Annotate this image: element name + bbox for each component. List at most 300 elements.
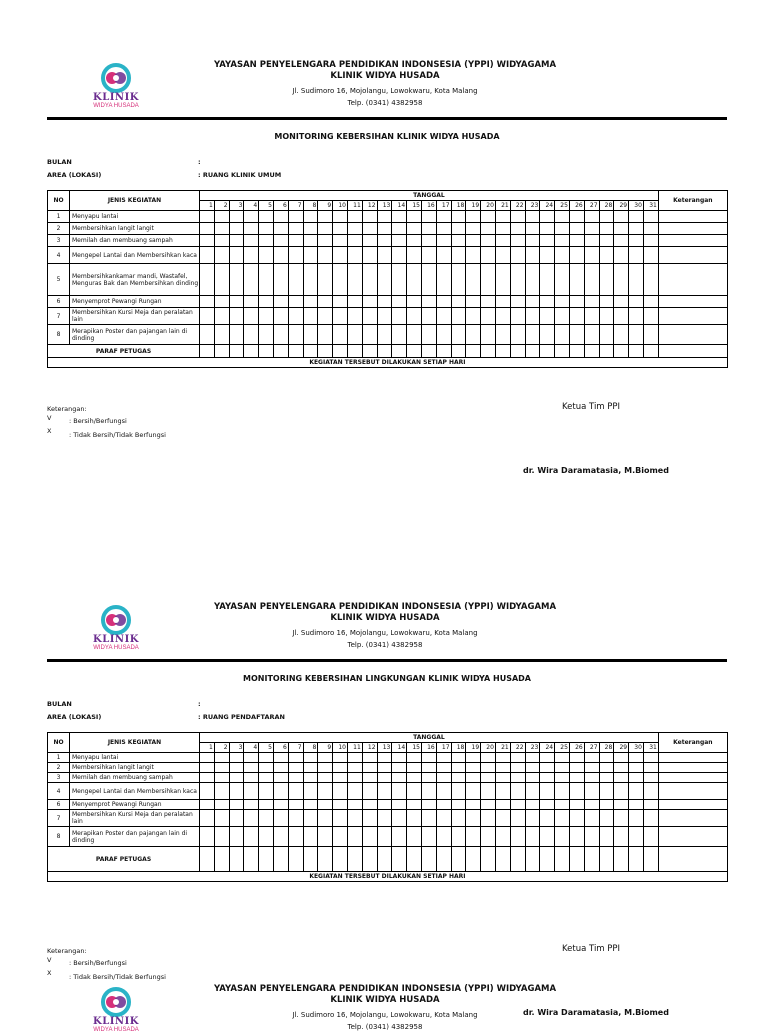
check-cell[interactable] [451, 773, 466, 783]
check-cell[interactable] [629, 827, 644, 847]
check-cell[interactable] [495, 264, 510, 296]
check-cell[interactable] [377, 247, 392, 264]
check-cell[interactable] [200, 763, 215, 773]
check-cell[interactable] [495, 800, 510, 810]
check-cell[interactable] [407, 235, 422, 247]
check-cell[interactable] [525, 783, 540, 800]
check-cell[interactable] [569, 235, 584, 247]
paraf-cell[interactable] [377, 345, 392, 358]
paraf-cell[interactable] [629, 345, 644, 358]
check-cell[interactable] [584, 296, 599, 308]
check-cell[interactable] [347, 235, 362, 247]
check-cell[interactable] [643, 325, 658, 345]
paraf-cell[interactable] [421, 847, 436, 872]
check-cell[interactable] [362, 308, 377, 325]
check-cell[interactable] [599, 235, 614, 247]
check-cell[interactable] [495, 783, 510, 800]
check-cell[interactable] [643, 763, 658, 773]
check-cell[interactable] [392, 296, 407, 308]
check-cell[interactable] [200, 325, 215, 345]
check-cell[interactable] [584, 308, 599, 325]
check-cell[interactable] [629, 308, 644, 325]
check-cell[interactable] [392, 763, 407, 773]
check-cell[interactable] [584, 773, 599, 783]
check-cell[interactable] [229, 763, 244, 773]
check-cell[interactable] [214, 763, 229, 773]
check-cell[interactable] [525, 296, 540, 308]
check-cell[interactable] [214, 800, 229, 810]
check-cell[interactable] [229, 827, 244, 847]
check-cell[interactable] [510, 211, 525, 223]
check-cell[interactable] [584, 223, 599, 235]
check-cell[interactable] [525, 247, 540, 264]
check-cell[interactable] [525, 264, 540, 296]
paraf-cell[interactable] [451, 345, 466, 358]
check-cell[interactable] [525, 773, 540, 783]
check-cell[interactable] [273, 296, 288, 308]
paraf-cell[interactable] [599, 345, 614, 358]
keterangan-cell[interactable] [658, 247, 727, 264]
check-cell[interactable] [244, 235, 259, 247]
paraf-cell[interactable] [244, 847, 259, 872]
paraf-cell[interactable] [407, 847, 422, 872]
paraf-cell[interactable] [244, 345, 259, 358]
check-cell[interactable] [643, 827, 658, 847]
check-cell[interactable] [377, 264, 392, 296]
check-cell[interactable] [200, 773, 215, 783]
check-cell[interactable] [629, 211, 644, 223]
check-cell[interactable] [555, 763, 570, 773]
check-cell[interactable] [200, 308, 215, 325]
check-cell[interactable] [214, 308, 229, 325]
paraf-cell[interactable] [466, 345, 481, 358]
check-cell[interactable] [259, 810, 274, 827]
check-cell[interactable] [481, 296, 496, 308]
paraf-cell[interactable] [495, 847, 510, 872]
check-cell[interactable] [303, 773, 318, 783]
check-cell[interactable] [481, 783, 496, 800]
check-cell[interactable] [377, 235, 392, 247]
check-cell[interactable] [303, 211, 318, 223]
check-cell[interactable] [614, 325, 629, 345]
check-cell[interactable] [555, 325, 570, 345]
paraf-cell[interactable] [614, 847, 629, 872]
check-cell[interactable] [599, 800, 614, 810]
check-cell[interactable] [273, 247, 288, 264]
check-cell[interactable] [451, 296, 466, 308]
check-cell[interactable] [244, 296, 259, 308]
check-cell[interactable] [288, 235, 303, 247]
check-cell[interactable] [555, 783, 570, 800]
check-cell[interactable] [347, 247, 362, 264]
check-cell[interactable] [333, 223, 348, 235]
check-cell[interactable] [614, 827, 629, 847]
check-cell[interactable] [436, 235, 451, 247]
check-cell[interactable] [525, 211, 540, 223]
check-cell[interactable] [643, 800, 658, 810]
paraf-cell[interactable] [392, 345, 407, 358]
check-cell[interactable] [244, 763, 259, 773]
check-cell[interactable] [421, 296, 436, 308]
check-cell[interactable] [288, 773, 303, 783]
paraf-cell[interactable] [421, 345, 436, 358]
check-cell[interactable] [614, 800, 629, 810]
check-cell[interactable] [614, 211, 629, 223]
check-cell[interactable] [318, 247, 333, 264]
check-cell[interactable] [333, 827, 348, 847]
check-cell[interactable] [303, 810, 318, 827]
check-cell[interactable] [451, 810, 466, 827]
check-cell[interactable] [495, 763, 510, 773]
check-cell[interactable] [259, 753, 274, 763]
check-cell[interactable] [347, 211, 362, 223]
check-cell[interactable] [436, 264, 451, 296]
check-cell[interactable] [333, 783, 348, 800]
check-cell[interactable] [392, 325, 407, 345]
check-cell[interactable] [377, 763, 392, 773]
check-cell[interactable] [273, 325, 288, 345]
check-cell[interactable] [333, 753, 348, 763]
check-cell[interactable] [273, 264, 288, 296]
paraf-cell[interactable] [525, 345, 540, 358]
paraf-cell[interactable] [214, 847, 229, 872]
check-cell[interactable] [569, 827, 584, 847]
check-cell[interactable] [288, 264, 303, 296]
check-cell[interactable] [599, 827, 614, 847]
check-cell[interactable] [495, 810, 510, 827]
check-cell[interactable] [333, 235, 348, 247]
check-cell[interactable] [569, 308, 584, 325]
check-cell[interactable] [318, 783, 333, 800]
check-cell[interactable] [273, 773, 288, 783]
check-cell[interactable] [273, 827, 288, 847]
check-cell[interactable] [466, 235, 481, 247]
check-cell[interactable] [495, 235, 510, 247]
check-cell[interactable] [436, 211, 451, 223]
check-cell[interactable] [347, 810, 362, 827]
check-cell[interactable] [362, 827, 377, 847]
paraf-cell[interactable] [599, 847, 614, 872]
check-cell[interactable] [451, 235, 466, 247]
check-cell[interactable] [495, 773, 510, 783]
check-cell[interactable] [303, 235, 318, 247]
check-cell[interactable] [407, 800, 422, 810]
check-cell[interactable] [200, 296, 215, 308]
check-cell[interactable] [407, 827, 422, 847]
check-cell[interactable] [303, 247, 318, 264]
check-cell[interactable] [273, 211, 288, 223]
check-cell[interactable] [392, 211, 407, 223]
paraf-cell[interactable] [318, 345, 333, 358]
check-cell[interactable] [525, 810, 540, 827]
check-cell[interactable] [421, 223, 436, 235]
check-cell[interactable] [436, 763, 451, 773]
check-cell[interactable] [377, 783, 392, 800]
check-cell[interactable] [466, 800, 481, 810]
keterangan-cell[interactable] [658, 308, 727, 325]
check-cell[interactable] [569, 264, 584, 296]
check-cell[interactable] [407, 773, 422, 783]
check-cell[interactable] [288, 753, 303, 763]
check-cell[interactable] [643, 264, 658, 296]
paraf-cell[interactable] [466, 847, 481, 872]
paraf-cell[interactable] [229, 847, 244, 872]
check-cell[interactable] [273, 763, 288, 773]
check-cell[interactable] [555, 308, 570, 325]
check-cell[interactable] [569, 800, 584, 810]
paraf-cell[interactable] [555, 345, 570, 358]
paraf-cell[interactable] [569, 345, 584, 358]
check-cell[interactable] [466, 223, 481, 235]
check-cell[interactable] [288, 211, 303, 223]
check-cell[interactable] [584, 264, 599, 296]
check-cell[interactable] [466, 810, 481, 827]
check-cell[interactable] [407, 810, 422, 827]
check-cell[interactable] [436, 753, 451, 763]
check-cell[interactable] [569, 810, 584, 827]
check-cell[interactable] [599, 325, 614, 345]
check-cell[interactable] [362, 247, 377, 264]
check-cell[interactable] [421, 211, 436, 223]
check-cell[interactable] [392, 810, 407, 827]
check-cell[interactable] [584, 753, 599, 763]
check-cell[interactable] [259, 296, 274, 308]
check-cell[interactable] [525, 753, 540, 763]
paraf-cell[interactable] [273, 847, 288, 872]
check-cell[interactable] [347, 308, 362, 325]
check-cell[interactable] [214, 810, 229, 827]
check-cell[interactable] [614, 264, 629, 296]
check-cell[interactable] [392, 753, 407, 763]
check-cell[interactable] [525, 325, 540, 345]
check-cell[interactable] [392, 223, 407, 235]
paraf-cell[interactable] [377, 847, 392, 872]
paraf-cell[interactable] [333, 847, 348, 872]
check-cell[interactable] [347, 753, 362, 763]
check-cell[interactable] [525, 800, 540, 810]
paraf-cell[interactable] [481, 345, 496, 358]
check-cell[interactable] [200, 800, 215, 810]
check-cell[interactable] [584, 325, 599, 345]
paraf-cell[interactable] [495, 345, 510, 358]
check-cell[interactable] [362, 223, 377, 235]
check-cell[interactable] [303, 223, 318, 235]
check-cell[interactable] [288, 296, 303, 308]
check-cell[interactable] [214, 211, 229, 223]
check-cell[interactable] [318, 773, 333, 783]
check-cell[interactable] [318, 223, 333, 235]
check-cell[interactable] [392, 308, 407, 325]
check-cell[interactable] [525, 235, 540, 247]
check-cell[interactable] [451, 264, 466, 296]
check-cell[interactable] [200, 827, 215, 847]
paraf-keterangan-cell[interactable] [658, 847, 727, 872]
check-cell[interactable] [333, 773, 348, 783]
check-cell[interactable] [540, 810, 555, 827]
check-cell[interactable] [244, 773, 259, 783]
check-cell[interactable] [540, 247, 555, 264]
check-cell[interactable] [377, 296, 392, 308]
check-cell[interactable] [318, 235, 333, 247]
check-cell[interactable] [466, 827, 481, 847]
check-cell[interactable] [540, 296, 555, 308]
check-cell[interactable] [643, 783, 658, 800]
check-cell[interactable] [584, 235, 599, 247]
check-cell[interactable] [347, 296, 362, 308]
check-cell[interactable] [333, 211, 348, 223]
check-cell[interactable] [436, 308, 451, 325]
check-cell[interactable] [392, 247, 407, 264]
paraf-cell[interactable] [288, 345, 303, 358]
check-cell[interactable] [288, 763, 303, 773]
check-cell[interactable] [451, 308, 466, 325]
check-cell[interactable] [214, 783, 229, 800]
check-cell[interactable] [436, 800, 451, 810]
check-cell[interactable] [244, 753, 259, 763]
check-cell[interactable] [288, 223, 303, 235]
check-cell[interactable] [244, 827, 259, 847]
check-cell[interactable] [599, 308, 614, 325]
check-cell[interactable] [288, 810, 303, 827]
check-cell[interactable] [451, 763, 466, 773]
paraf-cell[interactable] [540, 345, 555, 358]
check-cell[interactable] [540, 763, 555, 773]
check-cell[interactable] [643, 773, 658, 783]
check-cell[interactable] [333, 308, 348, 325]
check-cell[interactable] [510, 308, 525, 325]
check-cell[interactable] [555, 264, 570, 296]
check-cell[interactable] [200, 810, 215, 827]
check-cell[interactable] [377, 223, 392, 235]
check-cell[interactable] [481, 264, 496, 296]
check-cell[interactable] [555, 247, 570, 264]
paraf-cell[interactable] [555, 847, 570, 872]
check-cell[interactable] [540, 753, 555, 763]
check-cell[interactable] [421, 247, 436, 264]
check-cell[interactable] [362, 235, 377, 247]
check-cell[interactable] [362, 753, 377, 763]
check-cell[interactable] [510, 325, 525, 345]
check-cell[interactable] [614, 753, 629, 763]
check-cell[interactable] [451, 827, 466, 847]
check-cell[interactable] [510, 773, 525, 783]
check-cell[interactable] [466, 325, 481, 345]
check-cell[interactable] [614, 810, 629, 827]
check-cell[interactable] [510, 753, 525, 763]
check-cell[interactable] [481, 810, 496, 827]
check-cell[interactable] [614, 308, 629, 325]
check-cell[interactable] [259, 264, 274, 296]
check-cell[interactable] [569, 763, 584, 773]
check-cell[interactable] [481, 325, 496, 345]
check-cell[interactable] [407, 325, 422, 345]
check-cell[interactable] [451, 211, 466, 223]
check-cell[interactable] [273, 810, 288, 827]
check-cell[interactable] [244, 308, 259, 325]
check-cell[interactable] [510, 827, 525, 847]
check-cell[interactable] [421, 308, 436, 325]
check-cell[interactable] [421, 325, 436, 345]
check-cell[interactable] [629, 810, 644, 827]
paraf-cell[interactable] [303, 847, 318, 872]
check-cell[interactable] [407, 296, 422, 308]
check-cell[interactable] [318, 296, 333, 308]
check-cell[interactable] [629, 800, 644, 810]
check-cell[interactable] [510, 235, 525, 247]
check-cell[interactable] [259, 827, 274, 847]
check-cell[interactable] [318, 763, 333, 773]
check-cell[interactable] [377, 325, 392, 345]
check-cell[interactable] [214, 753, 229, 763]
check-cell[interactable] [318, 753, 333, 763]
check-cell[interactable] [392, 783, 407, 800]
check-cell[interactable] [407, 223, 422, 235]
check-cell[interactable] [555, 223, 570, 235]
check-cell[interactable] [333, 810, 348, 827]
check-cell[interactable] [377, 800, 392, 810]
check-cell[interactable] [540, 773, 555, 783]
check-cell[interactable] [362, 264, 377, 296]
check-cell[interactable] [333, 247, 348, 264]
check-cell[interactable] [392, 235, 407, 247]
check-cell[interactable] [229, 800, 244, 810]
check-cell[interactable] [555, 235, 570, 247]
check-cell[interactable] [599, 763, 614, 773]
paraf-cell[interactable] [259, 345, 274, 358]
check-cell[interactable] [229, 296, 244, 308]
check-cell[interactable] [244, 800, 259, 810]
check-cell[interactable] [273, 223, 288, 235]
check-cell[interactable] [436, 223, 451, 235]
check-cell[interactable] [555, 827, 570, 847]
check-cell[interactable] [643, 753, 658, 763]
check-cell[interactable] [466, 783, 481, 800]
check-cell[interactable] [259, 211, 274, 223]
check-cell[interactable] [333, 325, 348, 345]
paraf-cell[interactable] [510, 847, 525, 872]
check-cell[interactable] [318, 264, 333, 296]
check-cell[interactable] [451, 783, 466, 800]
check-cell[interactable] [495, 325, 510, 345]
check-cell[interactable] [273, 783, 288, 800]
check-cell[interactable] [229, 773, 244, 783]
check-cell[interactable] [540, 800, 555, 810]
check-cell[interactable] [318, 810, 333, 827]
check-cell[interactable] [421, 783, 436, 800]
paraf-cell[interactable] [362, 847, 377, 872]
check-cell[interactable] [229, 325, 244, 345]
check-cell[interactable] [347, 827, 362, 847]
check-cell[interactable] [599, 223, 614, 235]
check-cell[interactable] [540, 308, 555, 325]
check-cell[interactable] [555, 773, 570, 783]
paraf-cell[interactable] [643, 345, 658, 358]
check-cell[interactable] [525, 223, 540, 235]
check-cell[interactable] [510, 800, 525, 810]
check-cell[interactable] [200, 753, 215, 763]
check-cell[interactable] [362, 810, 377, 827]
paraf-cell[interactable] [584, 345, 599, 358]
check-cell[interactable] [569, 753, 584, 763]
check-cell[interactable] [584, 247, 599, 264]
check-cell[interactable] [333, 296, 348, 308]
paraf-cell[interactable] [510, 345, 525, 358]
check-cell[interactable] [466, 296, 481, 308]
check-cell[interactable] [407, 211, 422, 223]
check-cell[interactable] [303, 325, 318, 345]
check-cell[interactable] [629, 763, 644, 773]
check-cell[interactable] [303, 800, 318, 810]
